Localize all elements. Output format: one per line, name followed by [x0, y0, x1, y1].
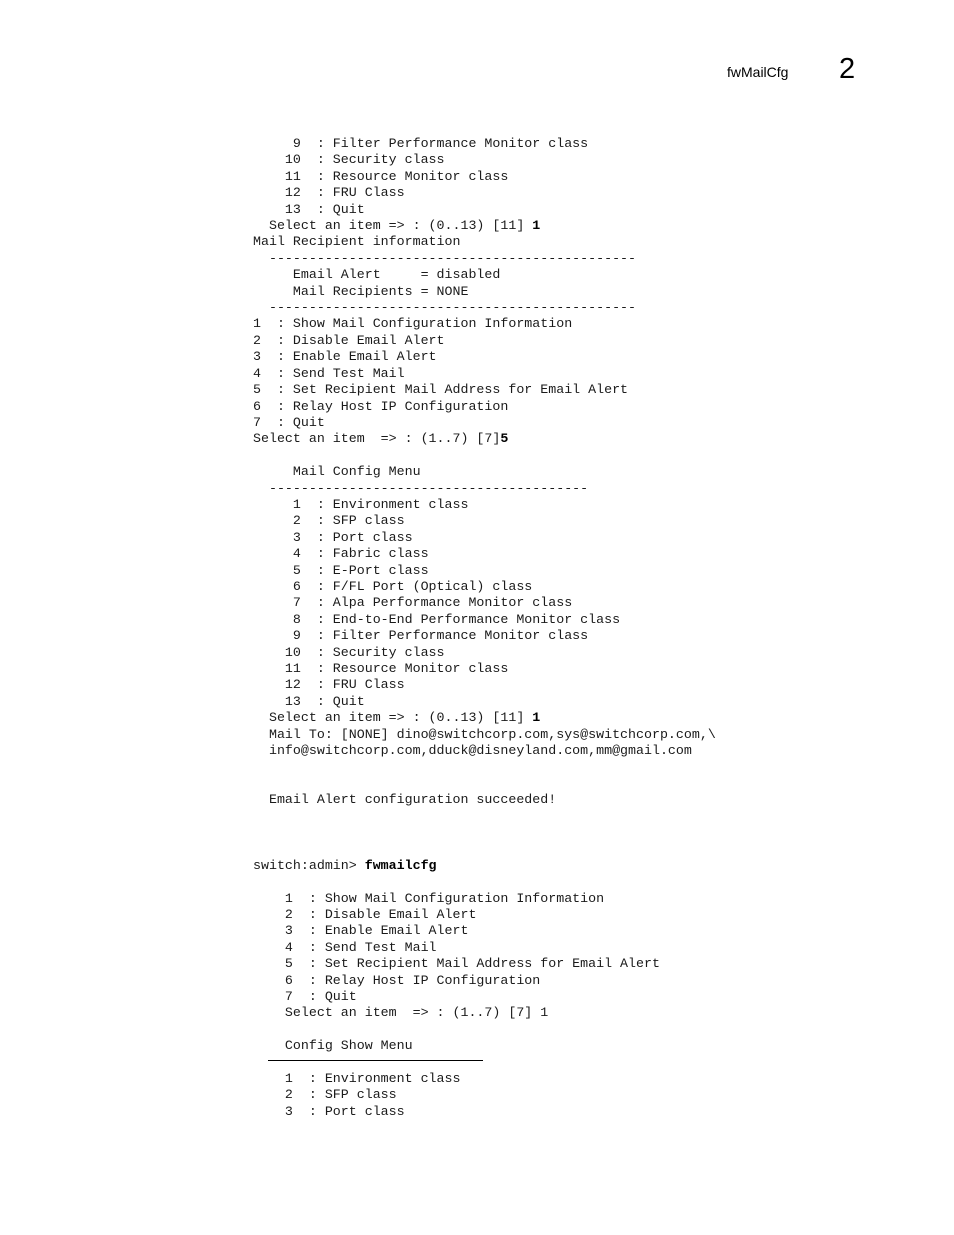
code-line — [253, 349, 933, 365]
code-line — [253, 530, 933, 546]
code-line-text: 5 : Set Recipient Mail Address for Email Alert — [253, 382, 629, 398]
code-line — [253, 973, 933, 989]
code-line — [253, 595, 933, 611]
code-line — [253, 1071, 933, 1087]
code-line — [253, 677, 933, 693]
code-line — [253, 858, 933, 874]
code-line-text: Select an item => : (0..13) [11] — [253, 218, 533, 234]
code-line — [253, 1104, 933, 1120]
code-line-text: 7 : Quit — [253, 989, 357, 1005]
code-line — [253, 497, 933, 513]
code-line — [253, 284, 933, 300]
user-input-text: 1 — [532, 710, 541, 726]
code-line-text: Mail Recipients = NONE — [253, 283, 469, 299]
code-line-text: 2 : SFP class — [253, 1087, 397, 1103]
code-line-text: 12 : FRU Class — [253, 677, 405, 693]
code-line-text: 1 : Environment class — [253, 1071, 461, 1087]
code-line — [253, 152, 933, 168]
code-line-text: 13 : Quit — [253, 201, 365, 217]
code-line — [253, 202, 933, 218]
code-line-text: 13 : Quit — [253, 693, 365, 709]
user-input-text: fwmailcfg — [364, 857, 437, 873]
code-line — [253, 874, 933, 890]
code-line-text: 1 : Show Mail Configuration Information — [253, 890, 605, 906]
code-line-text: 2 : Disable Email Alert — [253, 906, 477, 922]
code-line-text: 10 : Security class — [253, 152, 445, 168]
code-line — [253, 825, 933, 841]
code-line-text: 4 : Send Test Mail — [253, 365, 405, 381]
code-line-text: 6 : Relay Host IP Configuration — [253, 972, 541, 988]
code-line-text: 12 : FRU Class — [253, 185, 405, 201]
code-line — [253, 431, 933, 447]
code-line-text: 9 : Filter Performance Monitor class — [253, 628, 589, 644]
user-input-text: 1 — [532, 218, 541, 234]
code-line — [253, 809, 933, 825]
code-line-text: 5 : E-Port class — [253, 562, 429, 578]
code-line — [253, 891, 933, 907]
code-line-text: Mail To: [NONE] dino@switchcorp.com,sys@switchcorp.com,\ — [253, 726, 716, 742]
code-line-text: 5 : Set Recipient Mail Address for Email Alert — [253, 956, 660, 972]
code-line-text: 3 : Enable Email Alert — [253, 349, 437, 365]
page-header-title: fwMailCfg — [727, 64, 789, 80]
code-line — [253, 546, 933, 562]
code-line — [253, 513, 933, 529]
code-line-text: 6 : Relay Host IP Configuration — [253, 398, 509, 414]
code-line — [253, 989, 933, 1005]
code-line-text: 3 : Port class — [253, 1103, 405, 1119]
user-input-text: 5 — [500, 431, 509, 447]
code-line — [253, 645, 933, 661]
code-line-text: Mail Config Menu — [253, 464, 421, 480]
code-line-text: 3 : Port class — [253, 529, 413, 545]
code-line — [253, 366, 933, 382]
code-line — [253, 759, 933, 775]
code-line — [253, 940, 933, 956]
code-line-text: 9 : Filter Performance Monitor class — [253, 136, 589, 151]
code-line-text: 7 : Alpa Performance Monitor class — [253, 595, 573, 611]
code-line-text: 7 : Quit — [253, 414, 325, 430]
code-line-text: 6 : F/FL Port (Optical) class — [253, 578, 533, 594]
code-line — [253, 612, 933, 628]
code-line — [253, 792, 933, 808]
code-line — [253, 316, 933, 332]
code-line-text: Select an item => : (0..13) [11] — [253, 710, 533, 726]
code-line — [253, 727, 933, 743]
code-line-text: Mail Recipient information — [253, 234, 461, 250]
code-line-text: 4 : Send Test Mail — [253, 939, 437, 955]
code-line — [253, 710, 933, 726]
code-listing — [253, 136, 933, 1120]
code-line — [253, 382, 933, 398]
code-line-text: 3 : Enable Email Alert — [253, 923, 469, 939]
code-line — [253, 399, 933, 415]
chapter-number: 2 — [839, 53, 856, 85]
code-line-text: 4 : Fabric class — [253, 546, 429, 562]
code-line — [253, 1055, 933, 1071]
code-line-text: ---------------------------------------------- — [253, 250, 637, 266]
menu-underline-rule — [268, 1060, 483, 1061]
code-line-text: Email Alert configuration succeeded! — [253, 792, 557, 808]
code-line — [253, 464, 933, 480]
code-line — [253, 481, 933, 497]
code-line-text: 11 : Resource Monitor class — [253, 660, 509, 676]
code-line — [253, 448, 933, 464]
code-line — [253, 694, 933, 710]
code-line — [253, 136, 933, 152]
code-line — [253, 907, 933, 923]
code-line-text: 10 : Security class — [253, 644, 445, 660]
code-line — [253, 563, 933, 579]
code-line-text: ---------------------------------------------- — [253, 300, 637, 316]
code-line — [253, 841, 933, 857]
code-line — [253, 415, 933, 431]
code-line-text: ---------------------------------------- — [253, 480, 589, 496]
code-line-text: info@switchcorp.com,dduck@disneyland.com,mm@gmail.com — [253, 743, 692, 759]
code-line — [253, 923, 933, 939]
code-line-text: 11 : Resource Monitor class — [253, 168, 509, 184]
code-line-text: Select an item => : (1..7) [7] — [253, 431, 501, 447]
code-line-text: 1 : Show Mail Configuration Information — [253, 316, 573, 332]
code-line — [253, 661, 933, 677]
code-line-text: Select an item => : (1..7) [7] 1 — [253, 1005, 549, 1021]
code-line-text: switch:admin> — [253, 857, 365, 873]
code-line — [253, 333, 933, 349]
code-line-text: 1 : Environment class — [253, 496, 469, 512]
code-line — [253, 267, 933, 283]
code-line — [253, 251, 933, 267]
code-line — [253, 628, 933, 644]
code-line — [253, 1022, 933, 1038]
code-line — [253, 218, 933, 234]
code-line — [253, 776, 933, 792]
code-line — [253, 169, 933, 185]
code-line — [253, 300, 933, 316]
code-line — [253, 743, 933, 759]
code-line — [253, 579, 933, 595]
code-line-text: Config Show Menu — [253, 1038, 413, 1054]
code-line — [253, 1005, 933, 1021]
code-line — [253, 956, 933, 972]
code-line — [253, 234, 933, 250]
code-line — [253, 185, 933, 201]
code-line — [253, 1087, 933, 1103]
code-line-text: 2 : Disable Email Alert — [253, 332, 445, 348]
code-line-text: Email Alert = disabled — [253, 267, 501, 283]
code-line — [253, 1038, 933, 1054]
code-line-text: 2 : SFP class — [253, 513, 405, 529]
code-line-text: 8 : End-to-End Performance Monitor class — [253, 611, 621, 627]
